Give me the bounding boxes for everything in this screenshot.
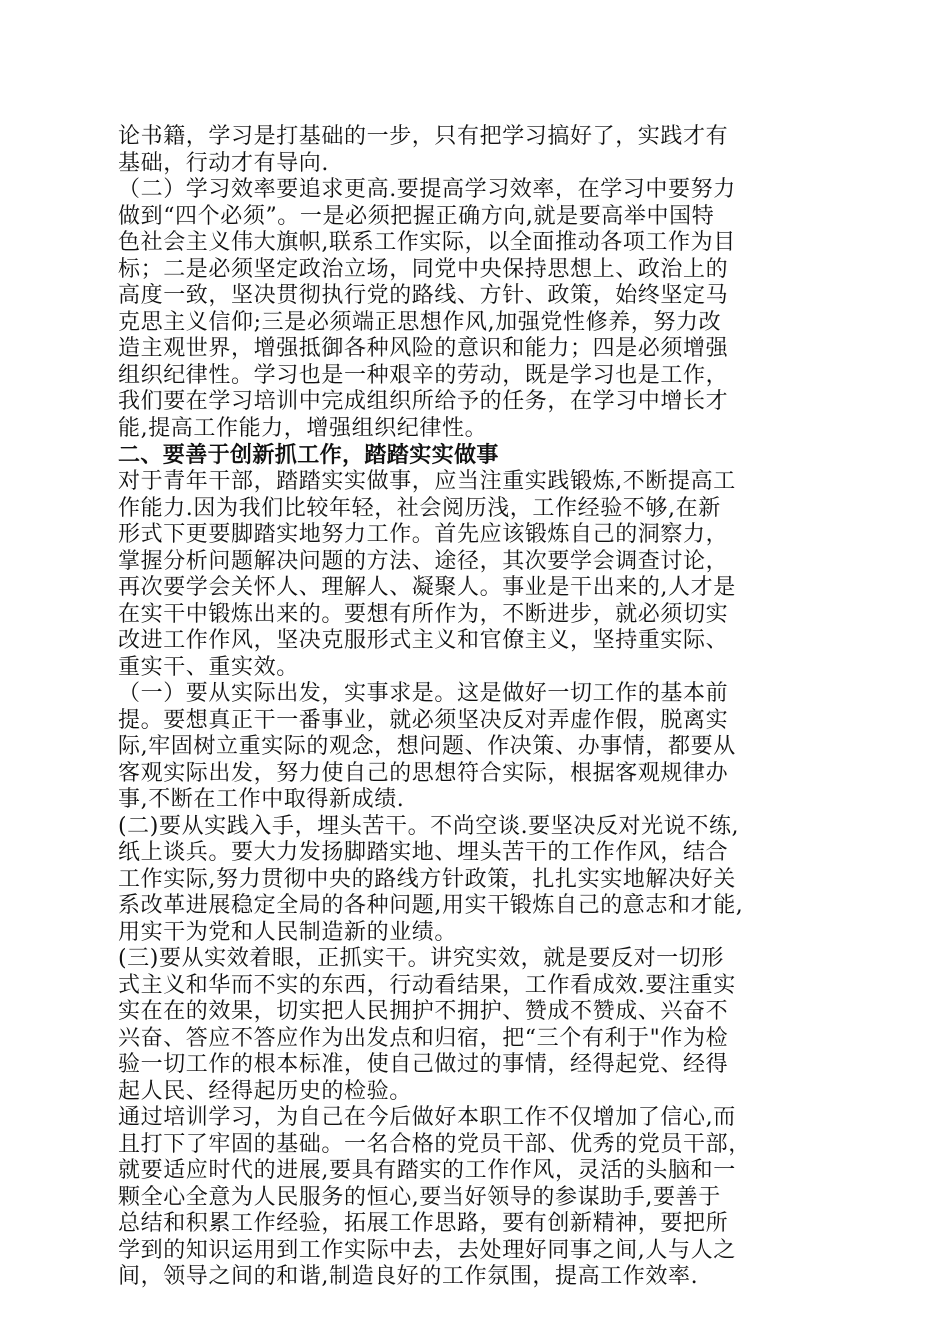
document-page [118,124,818,1291]
paragraph-from-results: (三)要从实效着眼，正抓实干。讲究实效，就是要反对一切形 式主义和华而不实的东西，行动看结果，工作看成效.要注重实 实在在的效果，切实把人民拥护不拥护、赞成不赞成、兴奋不 兴奋、答应不答应作为出发点和归宿，把“三个有利于"作为检 验一切工作的根本标准，使自己做过的事情，经得起党、经得 起人民、经得起历史的检验。 [118,946,736,1104]
section-heading-innovation: 二、要善于创新抓工作，踏踏实实做事 [118,443,499,468]
paragraph-study-foundation: 论书籍，学习是打基础的一步，只有把学习搞好了，实践才有 基础，行动才有导向. [118,124,729,176]
paragraph-from-practice: (二)要从实践入手，埋头苦干。不尚空谈.要坚决反对光说不练, 纸上谈兵。要大力发扬脚踏实地、埋头苦干的工作作风，结合 工作实际,努力贯彻中央的路线方针政策，扎扎实实地解决好关 系改革进展稳定全局的各种问题,用实干锻炼自己的意志和才能, 用实干为党和人民制造新的业绩。 [118,813,744,945]
paragraph-study-efficiency: （二）学习效率要追求更高.要提高学习效率，在学习中要努力 做到“四个必须”。一是必须把握正确方向,就是要高举中国特 色社会主义伟大旗帜,联系工作实际，以全面推动各项工作为目 标；二是必须坚定政治立场，同党中央保持思想上、政治上的 高度一致，坚决贯彻执行党的路线、方针、政策，始终坚定马 克思主义信仰;三是必须端正思想作风,加强党性修养，努力改 造主观世界，增强抵御各种风险的意识和能力；四是必须增强 组织纪律性。学习也是一种艰辛的劳动，既是学习也是工作， 我们要在学习培训中完成组织所给予的任务，在学习中增长才 能,提高工作能力，增强组织纪律性。 [118,177,736,441]
paragraph-conclusion: 通过培训学习，为自己在今后做好本职工作不仅增加了信心,而 且打下了牢固的基础。一名合格的党员干部、优秀的党员干部， 就要适应时代的进展,要具有踏实的工作作风，灵活的头脑和一 颗全心全意为人民服务的恒心,要当好领导的参谋助手,要善于 总结和积累工作经验，拓展工作思路，要有创新精神，要把所 学到的知识运用到工作实际中去，去处理好同事之间,人与人之 间，领导之间的和谐,制造良好的工作氛围，提高工作效率. [118,1105,751,1289]
paragraph-from-reality: （一）要从实际出发，实事求是。这是做好一切工作的基本前 提。要想真正干一番事业，就必须坚决反对弄虚作假，脱离实 际,牢固树立重实际的观念，想问题、作决策、办事情，都要从 客观实际出发，努力使自己的思想符合实际，根据客观规律办 事,不断在工作中取得新成绩. [118,681,736,812]
paragraph-young-cadres: 对于青年干部，踏踏实实做事，应当注重实践锻炼,不断提高工 作能力.因为我们比较年轻，社会阅历浅，工作经验不够,在新 形式下更要脚踏实地努力工作。首先应该锻炼自己的洞察力， 掌握分析问题解决问题的方法、途径，其次要学会调查讨论， 再次要学会关怀人、理解人、凝聚人。事业是干出来的,人才是 在实干中锻炼出来的。要想有所作为，不断进步，就必须切实 改进工作作风，坚决克服形式主义和官僚主义，坚持重实际、 重实干、重实效。 [118,469,736,680]
